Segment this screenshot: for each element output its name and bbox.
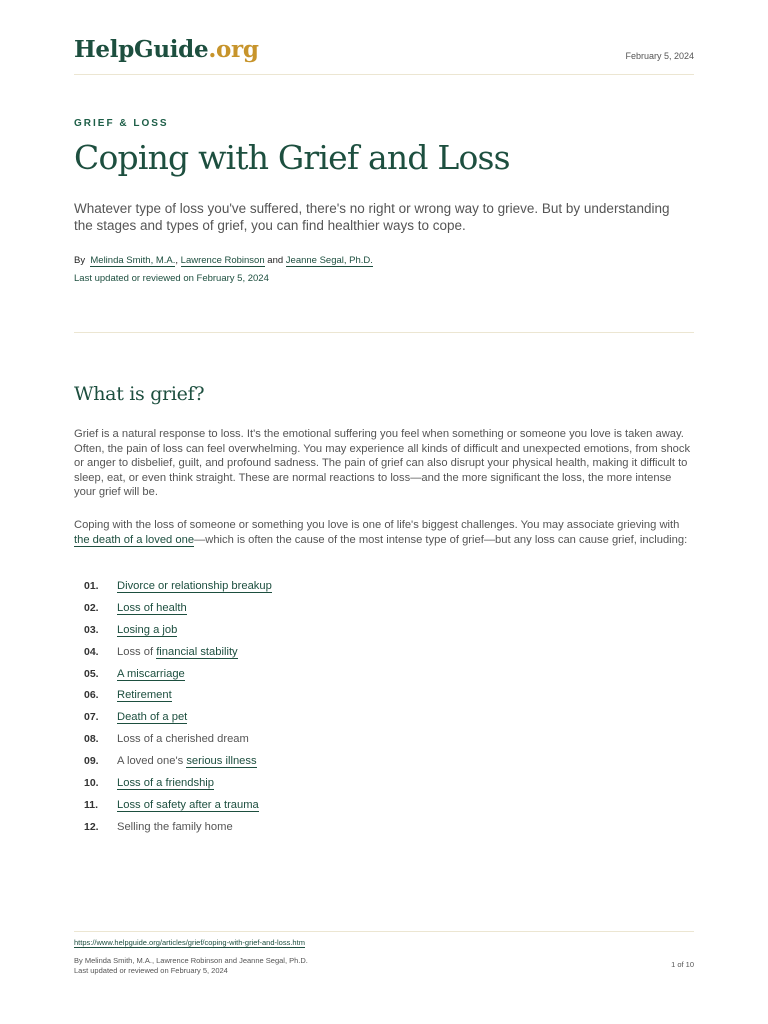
list-item-plain-text: Selling the family home xyxy=(117,820,233,833)
section-heading: What is grief? xyxy=(74,383,205,405)
list-item-text xyxy=(117,821,233,833)
footer-updated: Last updated or reviewed on February 5, 2024 xyxy=(74,966,228,975)
paragraph-grief-definition: Grief is a natural response to loss. It's the emotional suffering you feel when something or someone you love is taken away. Often, the pain of loss can feel overwhelming. You may experience all kinds of difficult and unexpected emotions, from shock or anger to disbelief, guilt, and profound sadness. The pain of grief can also disrupt your physical health, making it difficult to sleep, eat, or even think straight. These are normal reactions to loss—and the more significant the loss, the more intense your grief will be. xyxy=(74,428,691,498)
page-title: Coping with Grief and Loss xyxy=(74,138,510,177)
list-item-link[interactable]: Loss of a friendship xyxy=(117,777,215,790)
death-of-loved-one-link[interactable]: the death of a loved one xyxy=(74,533,195,546)
list-item-number: 10. xyxy=(84,777,99,790)
list-item-number: 06. xyxy=(84,689,99,702)
list-item-text xyxy=(117,733,249,745)
byline-and: and xyxy=(267,255,284,266)
byline-sep: , xyxy=(175,255,179,266)
last-updated: Last updated or reviewed on February 5, 2024 xyxy=(74,273,269,284)
byline xyxy=(74,255,373,266)
footer-divider xyxy=(74,931,694,932)
list-item-text xyxy=(117,777,214,789)
list-item-plain-text: A loved one's xyxy=(117,755,187,768)
author-link-smith[interactable]: Melinda Smith, M.A. xyxy=(90,255,176,266)
list-item-link[interactable]: A miscarriage xyxy=(117,667,185,680)
page-number: 1 of 10 xyxy=(671,960,694,969)
footer-url-link[interactable]: https://www.helpguide.org/articles/grief/coping-with-grief-and-loss.htm xyxy=(74,938,305,947)
list-item-text xyxy=(117,755,257,767)
footer-byline xyxy=(74,956,308,976)
list-item-link[interactable]: Death of a pet xyxy=(117,711,188,724)
list-item-number: 12. xyxy=(84,820,99,833)
list-item-text xyxy=(117,580,272,592)
p2-text-before: Coping with the loss of someone or something you love is one of life's biggest challenges. You may associate grieving with xyxy=(74,519,680,531)
author-link-robinson[interactable]: Lawrence Robinson xyxy=(180,255,265,266)
logo-main: HelpGuide xyxy=(74,36,209,63)
list-item-number: 08. xyxy=(84,733,99,746)
list-item-text xyxy=(117,668,185,680)
list-item-plain-text: Loss of xyxy=(117,645,157,658)
list-item-text xyxy=(117,602,187,614)
list-item-link[interactable]: financial stability xyxy=(156,645,238,658)
list-item-link[interactable]: Loss of health xyxy=(117,601,187,614)
list-item-number: 03. xyxy=(84,623,99,636)
list-item-plain-text: Loss of a cherished dream xyxy=(117,733,249,746)
divider xyxy=(74,332,694,333)
list-item-number: 02. xyxy=(84,601,99,614)
byline-prefix: By xyxy=(74,255,86,266)
list-item-text xyxy=(117,711,187,723)
list-item-link[interactable]: Loss of safety after a trauma xyxy=(117,798,259,811)
list-item-link[interactable]: Retirement xyxy=(117,689,172,702)
list-item-number: 01. xyxy=(84,580,99,592)
site-header xyxy=(74,36,694,75)
list-item-number: 05. xyxy=(84,667,99,680)
list-item-text xyxy=(117,624,177,636)
list-item-link[interactable]: Losing a job xyxy=(117,623,178,636)
header-date: February 5, 2024 xyxy=(625,51,694,61)
article-lede: Whatever type of loss you've suffered, there's no right or wrong way to grieve. But by understanding the stages and types of grief, you can find healthier ways to cope. xyxy=(74,201,670,233)
footer-authors: By Melinda Smith, M.A., Lawrence Robinson and Jeanne Segal, Ph.D. xyxy=(74,956,308,965)
author-link-segal[interactable]: Jeanne Segal, Ph.D. xyxy=(285,255,373,266)
p2-text-after: —which is often the cause of the most intense type of grief—but any loss can cause grief, including: xyxy=(194,533,688,546)
list-item-number: 07. xyxy=(84,711,99,724)
site-logo[interactable] xyxy=(74,36,259,63)
logo-suffix: .org xyxy=(208,36,259,63)
list-item-number: 11. xyxy=(84,798,99,811)
list-item-number: 09. xyxy=(84,755,99,768)
list-item-text xyxy=(117,689,172,701)
paragraph-coping xyxy=(74,518,694,547)
list-item-text xyxy=(117,799,259,811)
list-item-text xyxy=(117,646,238,658)
list-item-link[interactable]: serious illness xyxy=(186,755,257,768)
list-item-number: 04. xyxy=(84,645,99,658)
list-item-link[interactable]: Divorce or relationship breakup xyxy=(117,580,272,592)
category-eyebrow[interactable]: GRIEF & LOSS xyxy=(74,118,169,129)
